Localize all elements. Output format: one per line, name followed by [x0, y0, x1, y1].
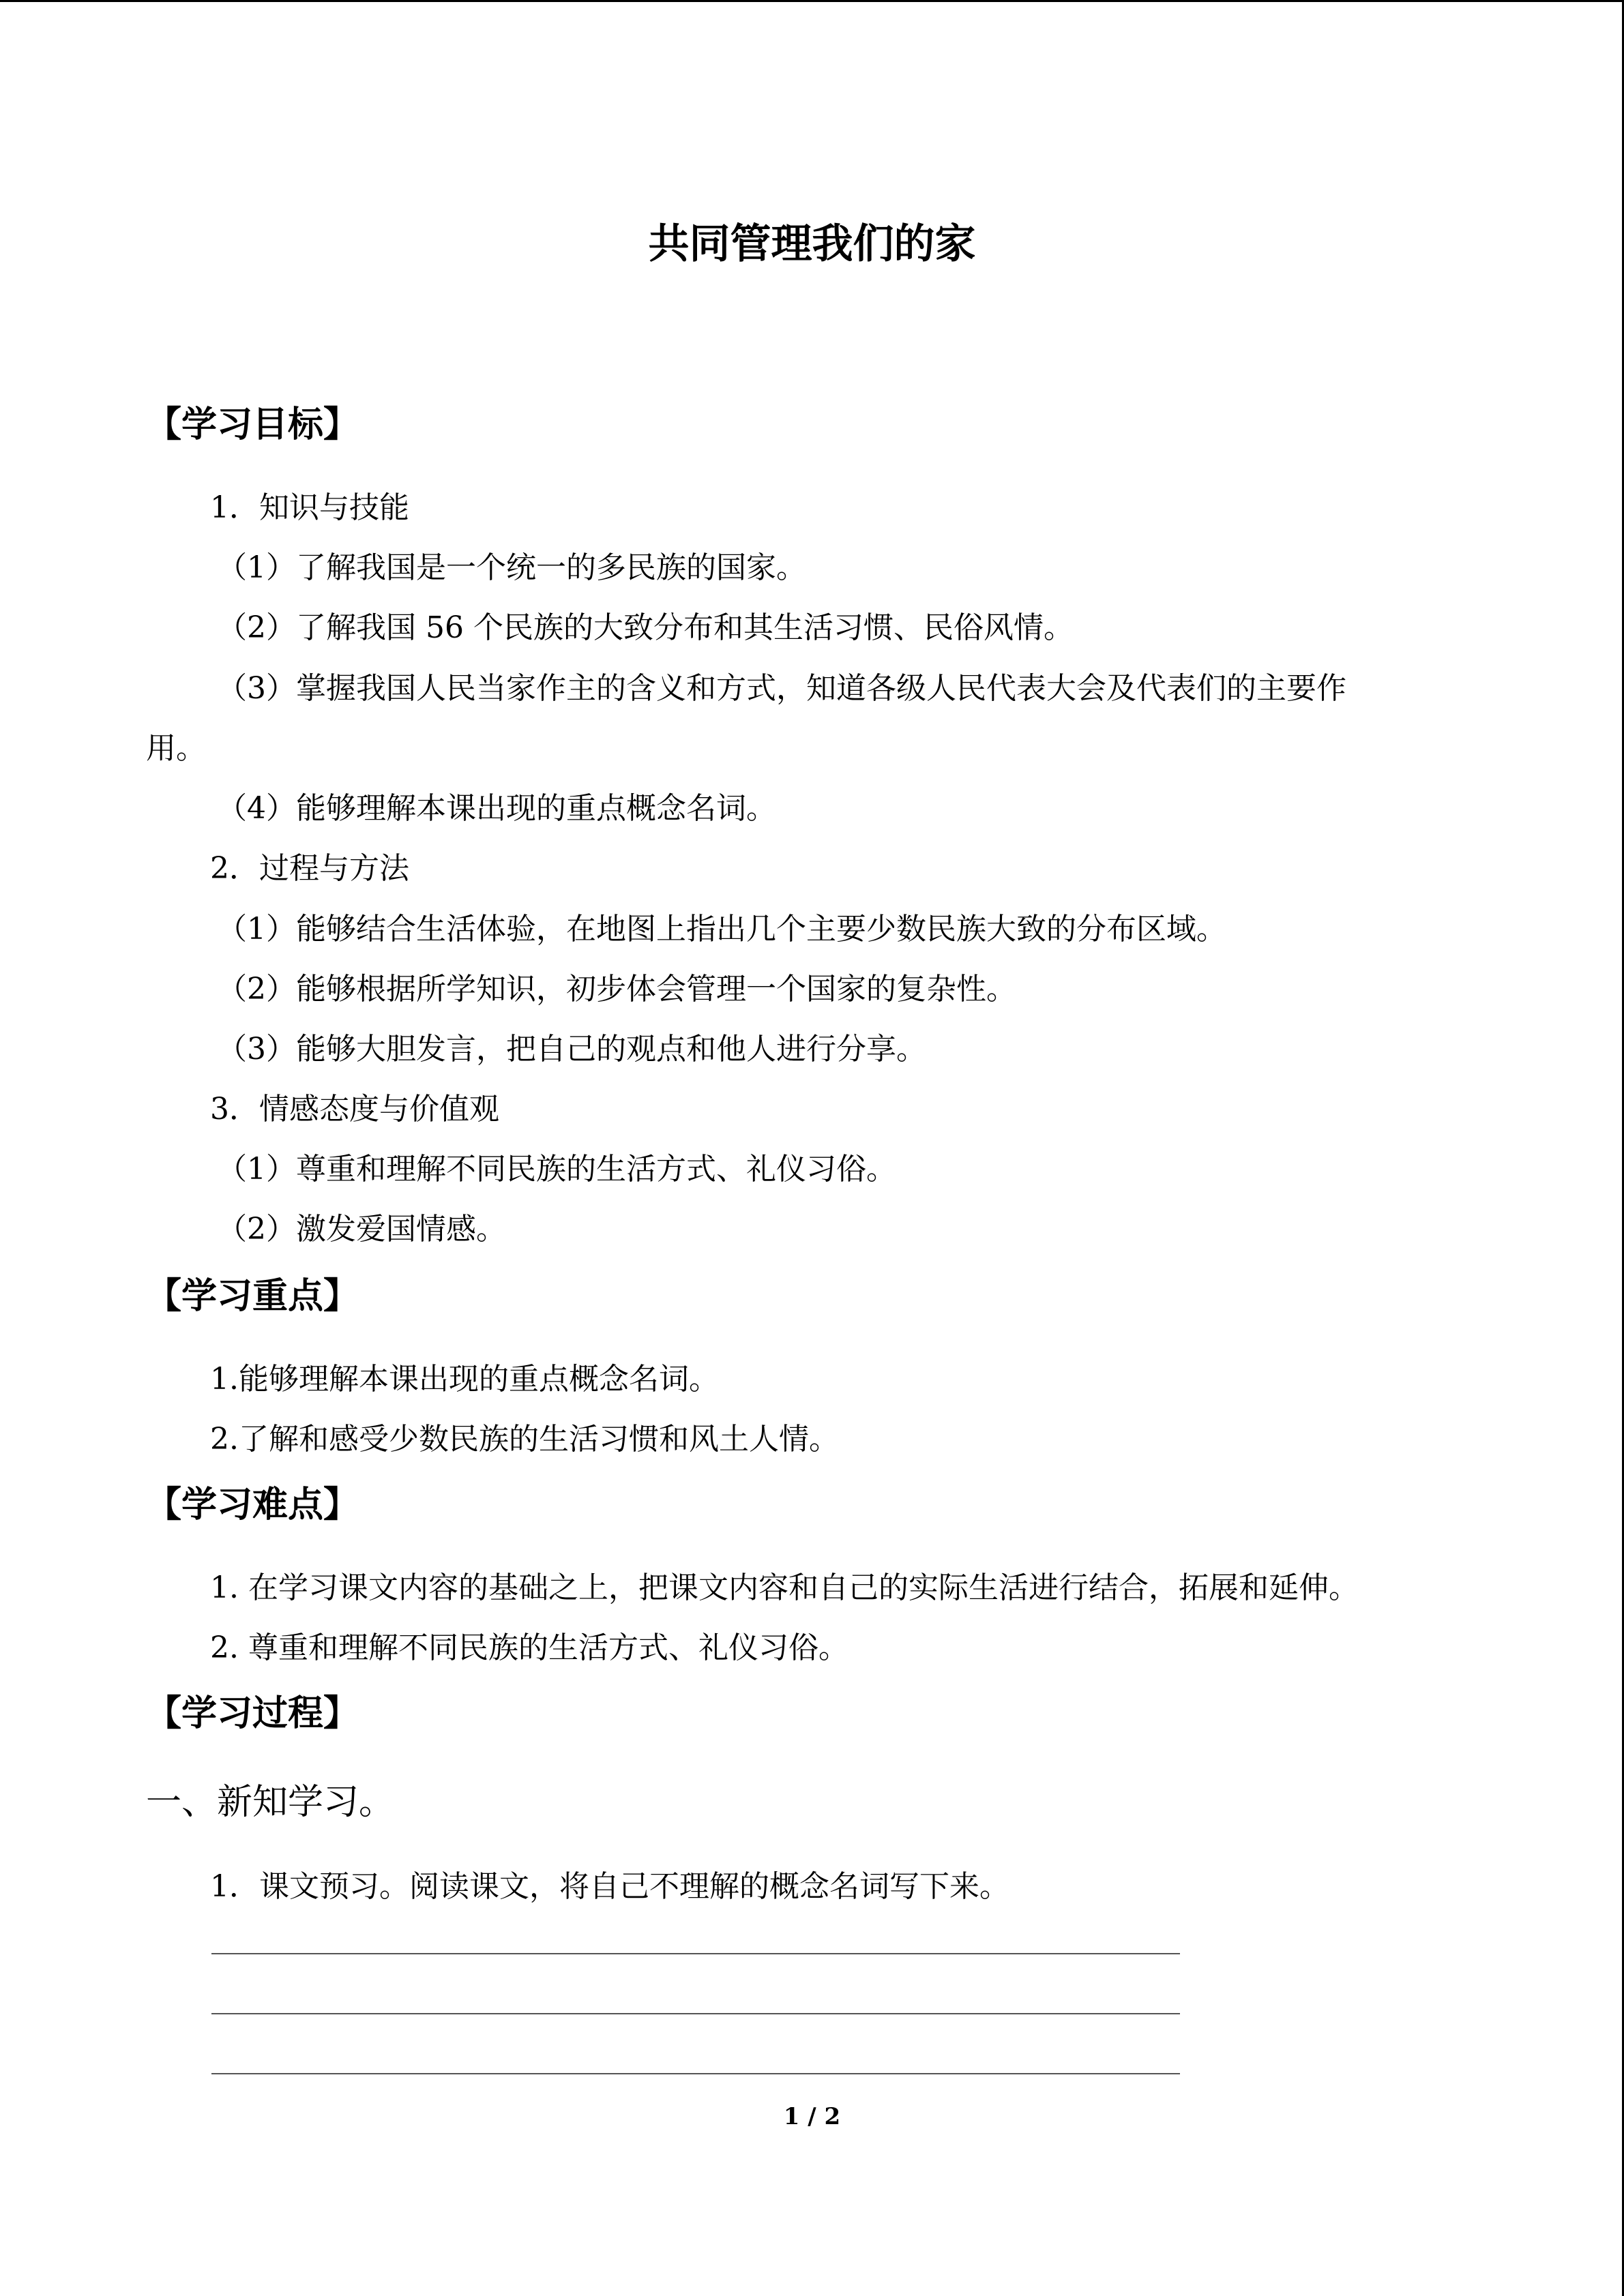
objective-item: （2）能够根据所学知识，初步体会管理一个国家的复杂性。	[217, 972, 1016, 1007]
objective-item: （1）尊重和理解不同民族的生活方式、礼仪习俗。	[217, 1152, 896, 1187]
objective-item: （2）了解我国 56 个民族的大致分布和其生活习惯、民俗风情。	[217, 610, 1074, 645]
objective-item: （3）能够大胆发言，把自己的观点和他人进行分享。	[217, 1032, 926, 1067]
difficulty-item: 2. 尊重和理解不同民族的生活方式、礼仪习俗。	[210, 1630, 848, 1665]
heading-difficulties: 【学习难点】	[146, 1485, 359, 1525]
heading-key-points: 【学习重点】	[146, 1276, 359, 1317]
answer-line[interactable]	[211, 2013, 1180, 2014]
objective-group-process: 2．过程与方法	[210, 851, 409, 886]
answer-line[interactable]	[211, 1953, 1180, 1954]
heading-process: 【学习过程】	[146, 1693, 359, 1734]
key-point-item: 1.能够理解本课出现的重点概念名词。	[210, 1362, 719, 1397]
objective-item: （4）能够理解本课出现的重点概念名词。	[217, 791, 776, 826]
objective-item: （1）了解我国是一个统一的多民族的国家。	[217, 550, 806, 585]
difficulty-item: 1. 在学习课文内容的基础之上，把课文内容和自己的实际生活进行结合，拓展和延伸。	[210, 1570, 1359, 1605]
page-number: 1 / 2	[783, 2103, 841, 2130]
task-preview: 1．课文预习。阅读课文，将自己不理解的概念名词写下来。	[210, 1869, 1009, 1904]
objective-item: （3）掌握我国人民当家作主的含义和方式，知道各级人民代表大会及代表们的主要作	[217, 671, 1346, 706]
heading-objectives: 【学习目标】	[146, 404, 359, 445]
section-new-knowledge: 一、新知学习。	[146, 1782, 395, 1823]
key-point-item: 2.了解和感受少数民族的生活习惯和风土人情。	[210, 1422, 839, 1457]
page-border-top	[0, 0, 1624, 2]
objective-item: （2）激发爱国情感。	[217, 1212, 506, 1247]
document-title: 共同管理我们的家	[648, 220, 976, 268]
objective-item: （1）能够结合生活体验，在地图上指出几个主要少数民族大致的分布区域。	[217, 912, 1226, 946]
objective-group-attitude: 3．情感态度与价值观	[210, 1092, 499, 1127]
answer-line[interactable]	[211, 2073, 1180, 2074]
objective-group-knowledge: 1．知识与技能	[210, 490, 409, 525]
objective-item-continuation: 用。	[146, 731, 206, 766]
